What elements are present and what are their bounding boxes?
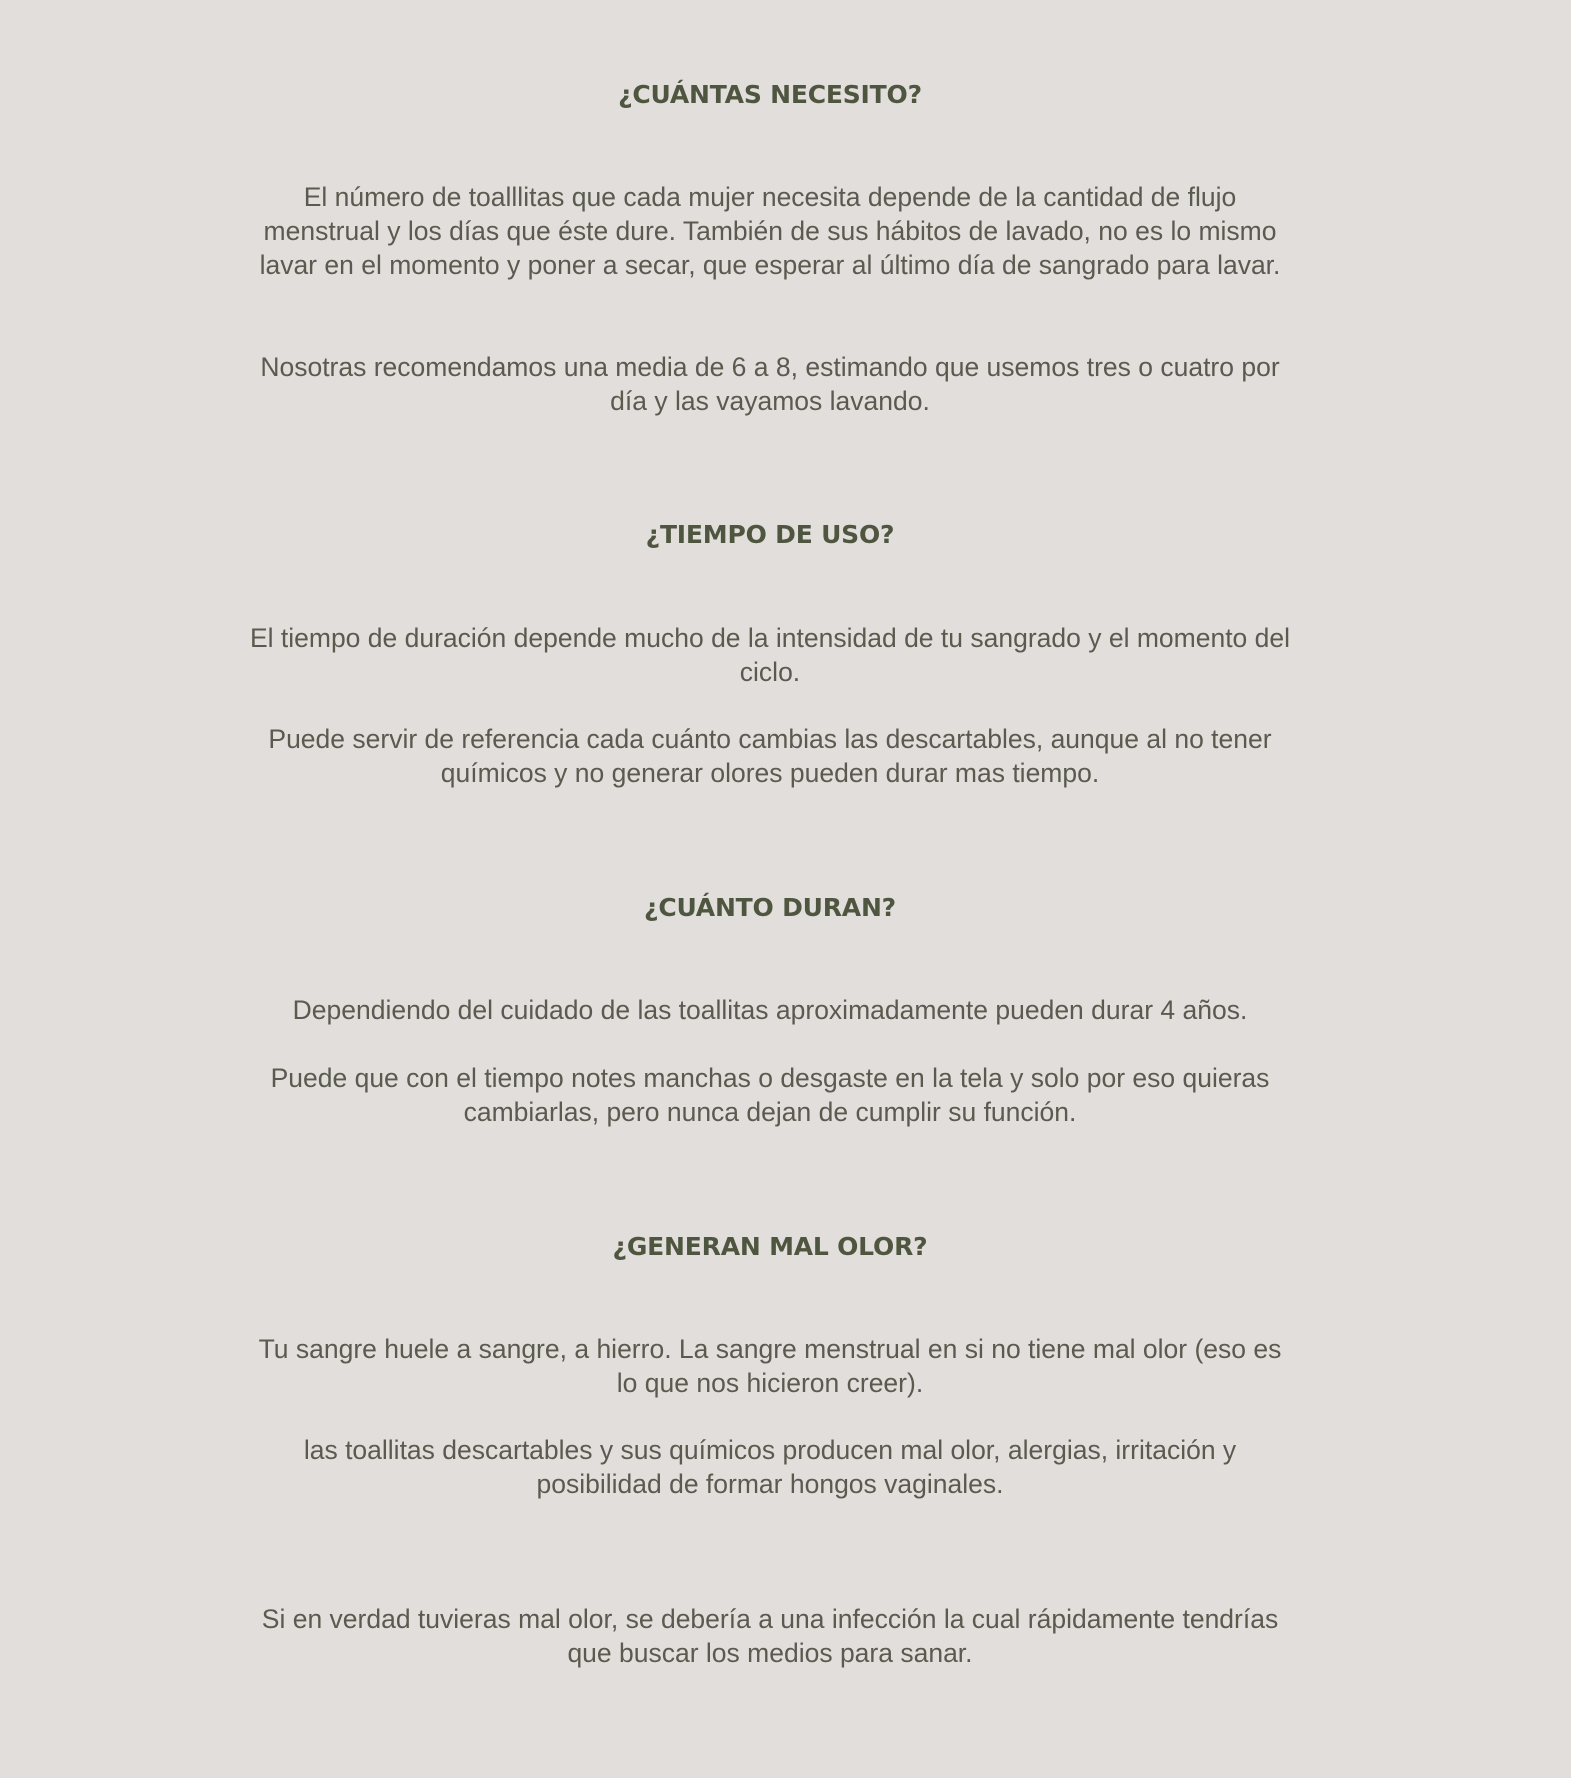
section-title-generan-mal-olor: ¿GENERAN MAL OLOR? [612, 1232, 928, 1261]
section-paragraph: las toallitas descartables y sus químicos producen mal olor, alergias, irritación y posibilidad de formar hongos vaginales. [303, 1435, 1237, 1499]
section-paragraph: Tu sangre huele a sangre, a hierro. La sangre menstrual en si no tiene mal olor (eso es lo que nos hicieron creer). [258, 1334, 1282, 1398]
section-title-cuanto-duran: ¿CUÁNTO DURAN? [644, 893, 896, 922]
section-paragraph: Nosotras recomendamos una media de 6 a 8, estimando que usemos tres o cuatro por día y las vayamos lavando. [260, 352, 1280, 416]
section-paragraph: El número de toalllitas que cada mujer necesita depende de la cantidad de flujo menstrual y los días que éste dure. También de sus hábitos de lavado, no es lo mismo lavar en el momento y poner a secar, que esperar al último día de sangrado para lavar. [259, 182, 1281, 280]
section-paragraph: Si en verdad tuvieras mal olor, se debería a una infección la cual rápidamente tendrías que buscar los medios para sanar. [261, 1604, 1279, 1668]
section-title-tiempo-de-uso: ¿TIEMPO DE USO? [645, 520, 895, 549]
section-title-cuantas-necesito: ¿CUÁNTAS NECESITO? [618, 80, 922, 109]
section-paragraph: Puede que con el tiempo notes manchas o desgaste en la tela y solo por eso quieras cambiarlas, pero nunca dejan de cumplir su función. [270, 1063, 1270, 1127]
section-paragraph: Puede servir de referencia cada cuánto cambias las descartables, aunque al no tener químicos y no generar olores pueden durar mas tiempo. [268, 724, 1272, 788]
section-paragraph: El tiempo de duración depende mucho de la intensidad de tu sangrado y el momento del ciclo. [249, 623, 1291, 687]
section-paragraph: Dependiendo del cuidado de las toallitas aproximadamente pueden durar 4 años. [292, 995, 1248, 1025]
